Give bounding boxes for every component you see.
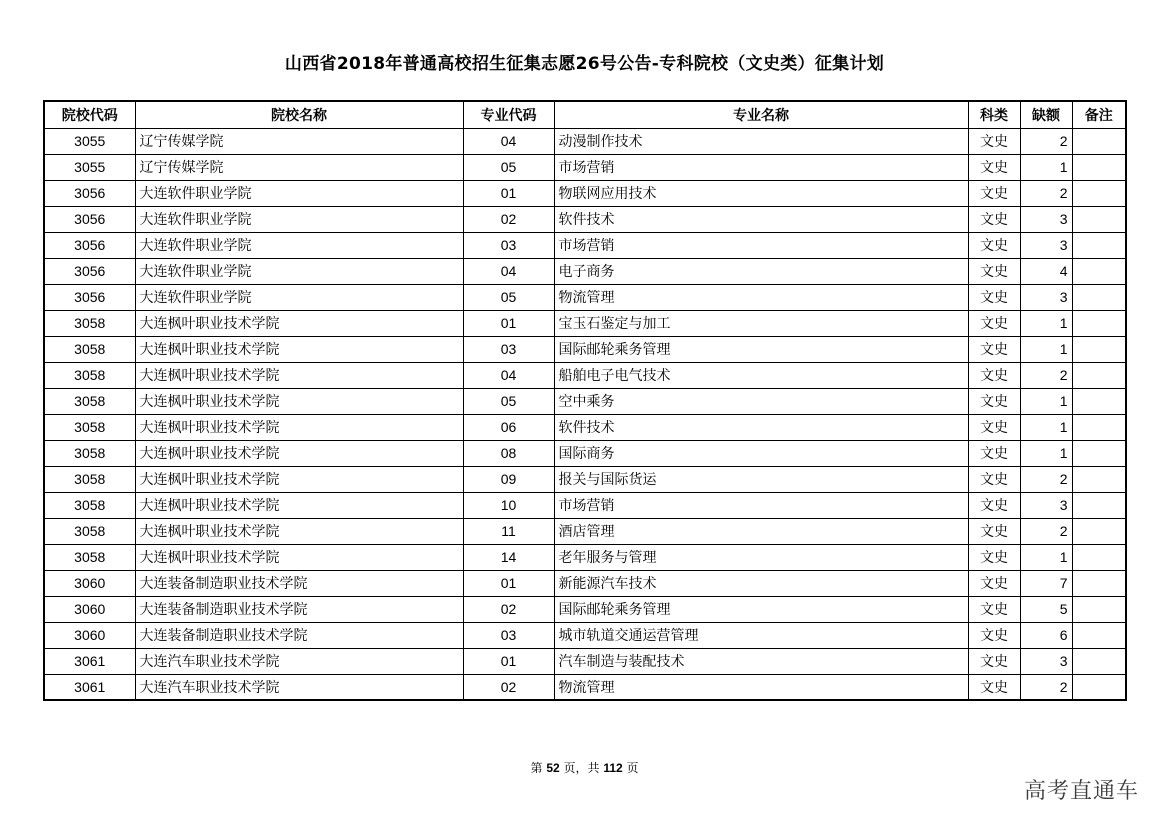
page-footer: [0, 759, 1169, 776]
cell-major-code: 04: [463, 362, 554, 388]
cell-major-code: 11: [463, 518, 554, 544]
cell-school-code: 3056: [44, 284, 135, 310]
cell-category: 文史: [968, 310, 1020, 336]
header-row: [44, 101, 1126, 128]
cell-school-name: 大连软件职业学院: [135, 284, 463, 310]
table-row: [44, 466, 1126, 492]
cell-major-name: 市场营销: [554, 232, 968, 258]
cell-school-code: 3055: [44, 128, 135, 154]
cell-remarks: [1072, 570, 1126, 596]
cell-remarks: [1072, 544, 1126, 570]
cell-major-code: 10: [463, 492, 554, 518]
cell-vacancy: 6: [1020, 622, 1072, 648]
cell-category: 文史: [968, 466, 1020, 492]
cell-school-name: 大连枫叶职业技术学院: [135, 518, 463, 544]
footer-middle: 页，共: [559, 761, 604, 775]
cell-vacancy: 4: [1020, 258, 1072, 284]
cell-category: 文史: [968, 180, 1020, 206]
cell-major-name: 物联网应用技术: [554, 180, 968, 206]
table-row: [44, 206, 1126, 232]
cell-school-name: 大连枫叶职业技术学院: [135, 310, 463, 336]
cell-vacancy: 1: [1020, 336, 1072, 362]
cell-school-code: 3056: [44, 180, 135, 206]
cell-major-name: 物流管理: [554, 284, 968, 310]
table-row: [44, 336, 1126, 362]
cell-major-name: 国际邮轮乘务管理: [554, 596, 968, 622]
cell-school-name: 辽宁传媒学院: [135, 154, 463, 180]
cell-major-code: 02: [463, 596, 554, 622]
cell-school-name: 大连枫叶职业技术学院: [135, 362, 463, 388]
cell-school-code: 3056: [44, 258, 135, 284]
cell-remarks: [1072, 310, 1126, 336]
cell-category: 文史: [968, 362, 1020, 388]
cell-school-code: 3058: [44, 492, 135, 518]
cell-vacancy: 1: [1020, 154, 1072, 180]
cell-remarks: [1072, 518, 1126, 544]
cell-vacancy: 5: [1020, 596, 1072, 622]
table-row: [44, 622, 1126, 648]
cell-remarks: [1072, 258, 1126, 284]
header-major-name: 专业名称: [554, 101, 968, 128]
cell-major-code: 02: [463, 206, 554, 232]
cell-category: 文史: [968, 544, 1020, 570]
cell-remarks: [1072, 648, 1126, 674]
cell-major-code: 14: [463, 544, 554, 570]
cell-major-code: 08: [463, 440, 554, 466]
cell-school-name: 大连枫叶职业技术学院: [135, 544, 463, 570]
cell-category: 文史: [968, 674, 1020, 700]
cell-school-code: 3058: [44, 336, 135, 362]
cell-school-code: 3061: [44, 674, 135, 700]
cell-school-code: 3060: [44, 596, 135, 622]
cell-remarks: [1072, 284, 1126, 310]
cell-category: 文史: [968, 596, 1020, 622]
header-category: 科类: [968, 101, 1020, 128]
cell-remarks: [1072, 154, 1126, 180]
table-row: [44, 492, 1126, 518]
cell-major-name: 市场营销: [554, 154, 968, 180]
cell-major-code: 04: [463, 258, 554, 284]
cell-category: 文史: [968, 336, 1020, 362]
table-row: [44, 180, 1126, 206]
footer-total-pages: 112: [603, 761, 623, 775]
cell-major-name: 船舶电子电气技术: [554, 362, 968, 388]
cell-vacancy: 1: [1020, 440, 1072, 466]
cell-major-code: 04: [463, 128, 554, 154]
cell-school-code: 3058: [44, 466, 135, 492]
cell-school-name: 大连枫叶职业技术学院: [135, 336, 463, 362]
table-row: [44, 362, 1126, 388]
header-vacancy: 缺额: [1020, 101, 1072, 128]
cell-vacancy: 7: [1020, 570, 1072, 596]
cell-remarks: [1072, 128, 1126, 154]
cell-remarks: [1072, 336, 1126, 362]
cell-school-name: 大连软件职业学院: [135, 180, 463, 206]
cell-major-name: 老年服务与管理: [554, 544, 968, 570]
cell-school-name: 大连汽车职业技术学院: [135, 674, 463, 700]
cell-school-code: 3056: [44, 206, 135, 232]
cell-vacancy: 2: [1020, 180, 1072, 206]
cell-remarks: [1072, 206, 1126, 232]
cell-category: 文史: [968, 492, 1020, 518]
cell-vacancy: 2: [1020, 362, 1072, 388]
enrollment-plan-table: [43, 100, 1127, 701]
cell-school-name: 大连装备制造职业技术学院: [135, 596, 463, 622]
footer-suffix: 页: [622, 761, 639, 775]
cell-category: 文史: [968, 154, 1020, 180]
table-row: [44, 544, 1126, 570]
table-row: [44, 284, 1126, 310]
table-row: [44, 310, 1126, 336]
cell-major-name: 新能源汽车技术: [554, 570, 968, 596]
cell-school-name: 大连枫叶职业技术学院: [135, 414, 463, 440]
table-row: [44, 414, 1126, 440]
table-row: [44, 648, 1126, 674]
page-title: 山西省2018年普通高校招生征集志愿26号公告-专科院校（文史类）征集计划: [284, 54, 885, 74]
table-row: [44, 154, 1126, 180]
cell-category: 文史: [968, 388, 1020, 414]
cell-category: 文史: [968, 414, 1020, 440]
cell-school-code: 3058: [44, 440, 135, 466]
cell-major-name: 报关与国际货运: [554, 466, 968, 492]
cell-school-code: 3060: [44, 622, 135, 648]
cell-school-code: 3058: [44, 310, 135, 336]
cell-school-code: 3056: [44, 232, 135, 258]
cell-vacancy: 1: [1020, 388, 1072, 414]
cell-category: 文史: [968, 518, 1020, 544]
cell-remarks: [1072, 414, 1126, 440]
table-row: [44, 440, 1126, 466]
cell-school-name: 辽宁传媒学院: [135, 128, 463, 154]
cell-school-code: 3058: [44, 414, 135, 440]
table-row: [44, 128, 1126, 154]
cell-category: 文史: [968, 440, 1020, 466]
cell-major-code: 03: [463, 336, 554, 362]
header-major-code: 专业代码: [463, 101, 554, 128]
cell-remarks: [1072, 596, 1126, 622]
table-row: [44, 570, 1126, 596]
cell-category: 文史: [968, 648, 1020, 674]
cell-category: 文史: [968, 128, 1020, 154]
table-row: [44, 388, 1126, 414]
cell-vacancy: 3: [1020, 206, 1072, 232]
cell-major-code: 05: [463, 154, 554, 180]
cell-remarks: [1072, 362, 1126, 388]
cell-vacancy: 2: [1020, 466, 1072, 492]
cell-school-code: 3058: [44, 388, 135, 414]
header-remarks: 备注: [1072, 101, 1126, 128]
footer-page-number: 52: [546, 761, 560, 775]
cell-major-code: 05: [463, 388, 554, 414]
cell-major-name: 空中乘务: [554, 388, 968, 414]
cell-remarks: [1072, 466, 1126, 492]
cell-school-code: 3058: [44, 362, 135, 388]
cell-major-code: 06: [463, 414, 554, 440]
cell-major-name: 动漫制作技术: [554, 128, 968, 154]
cell-major-code: 05: [463, 284, 554, 310]
cell-school-name: 大连枫叶职业技术学院: [135, 466, 463, 492]
cell-major-code: 09: [463, 466, 554, 492]
cell-school-name: 大连枫叶职业技术学院: [135, 440, 463, 466]
cell-remarks: [1072, 622, 1126, 648]
table-row: [44, 258, 1126, 284]
footer-prefix: 第: [530, 761, 547, 775]
cell-major-code: 01: [463, 310, 554, 336]
cell-school-code: 3058: [44, 518, 135, 544]
cell-category: 文史: [968, 258, 1020, 284]
cell-school-name: 大连枫叶职业技术学院: [135, 388, 463, 414]
table-body: [44, 128, 1126, 700]
cell-vacancy: 1: [1020, 544, 1072, 570]
cell-school-code: 3058: [44, 544, 135, 570]
cell-major-name: 软件技术: [554, 206, 968, 232]
cell-major-name: 电子商务: [554, 258, 968, 284]
cell-category: 文史: [968, 284, 1020, 310]
cell-remarks: [1072, 180, 1126, 206]
cell-vacancy: 3: [1020, 648, 1072, 674]
table-row: [44, 674, 1126, 700]
cell-remarks: [1072, 388, 1126, 414]
watermark-logo: 高考直通车: [1023, 779, 1139, 804]
cell-major-name: 宝玉石鉴定与加工: [554, 310, 968, 336]
cell-vacancy: 3: [1020, 284, 1072, 310]
cell-major-name: 国际邮轮乘务管理: [554, 336, 968, 362]
header-school-name: 院校名称: [135, 101, 463, 128]
header-school-code: 院校代码: [44, 101, 135, 128]
cell-category: 文史: [968, 206, 1020, 232]
cell-category: 文史: [968, 232, 1020, 258]
cell-school-name: 大连软件职业学院: [135, 232, 463, 258]
cell-remarks: [1072, 492, 1126, 518]
cell-school-code: 3060: [44, 570, 135, 596]
cell-major-name: 汽车制造与装配技术: [554, 648, 968, 674]
cell-school-name: 大连汽车职业技术学院: [135, 648, 463, 674]
cell-major-code: 01: [463, 180, 554, 206]
cell-vacancy: 2: [1020, 518, 1072, 544]
cell-school-name: 大连软件职业学院: [135, 206, 463, 232]
cell-major-name: 国际商务: [554, 440, 968, 466]
cell-major-name: 物流管理: [554, 674, 968, 700]
cell-vacancy: 2: [1020, 674, 1072, 700]
cell-major-code: 03: [463, 622, 554, 648]
cell-school-name: 大连枫叶职业技术学院: [135, 492, 463, 518]
cell-remarks: [1072, 440, 1126, 466]
table-row: [44, 596, 1126, 622]
cell-category: 文史: [968, 622, 1020, 648]
table-row: [44, 232, 1126, 258]
cell-school-name: 大连装备制造职业技术学院: [135, 622, 463, 648]
cell-major-code: 02: [463, 674, 554, 700]
cell-vacancy: 1: [1020, 310, 1072, 336]
cell-vacancy: 1: [1020, 414, 1072, 440]
cell-vacancy: 2: [1020, 128, 1072, 154]
cell-major-code: 03: [463, 232, 554, 258]
cell-vacancy: 3: [1020, 232, 1072, 258]
cell-major-name: 城市轨道交通运营管理: [554, 622, 968, 648]
cell-school-name: 大连装备制造职业技术学院: [135, 570, 463, 596]
cell-school-name: 大连软件职业学院: [135, 258, 463, 284]
table-header: [44, 101, 1126, 128]
cell-major-name: 市场营销: [554, 492, 968, 518]
cell-remarks: [1072, 674, 1126, 700]
cell-school-code: 3061: [44, 648, 135, 674]
cell-major-name: 软件技术: [554, 414, 968, 440]
table-row: [44, 518, 1126, 544]
cell-major-name: 酒店管理: [554, 518, 968, 544]
cell-major-code: 01: [463, 648, 554, 674]
cell-category: 文史: [968, 570, 1020, 596]
cell-major-code: 01: [463, 570, 554, 596]
cell-school-code: 3055: [44, 154, 135, 180]
cell-remarks: [1072, 232, 1126, 258]
cell-vacancy: 3: [1020, 492, 1072, 518]
